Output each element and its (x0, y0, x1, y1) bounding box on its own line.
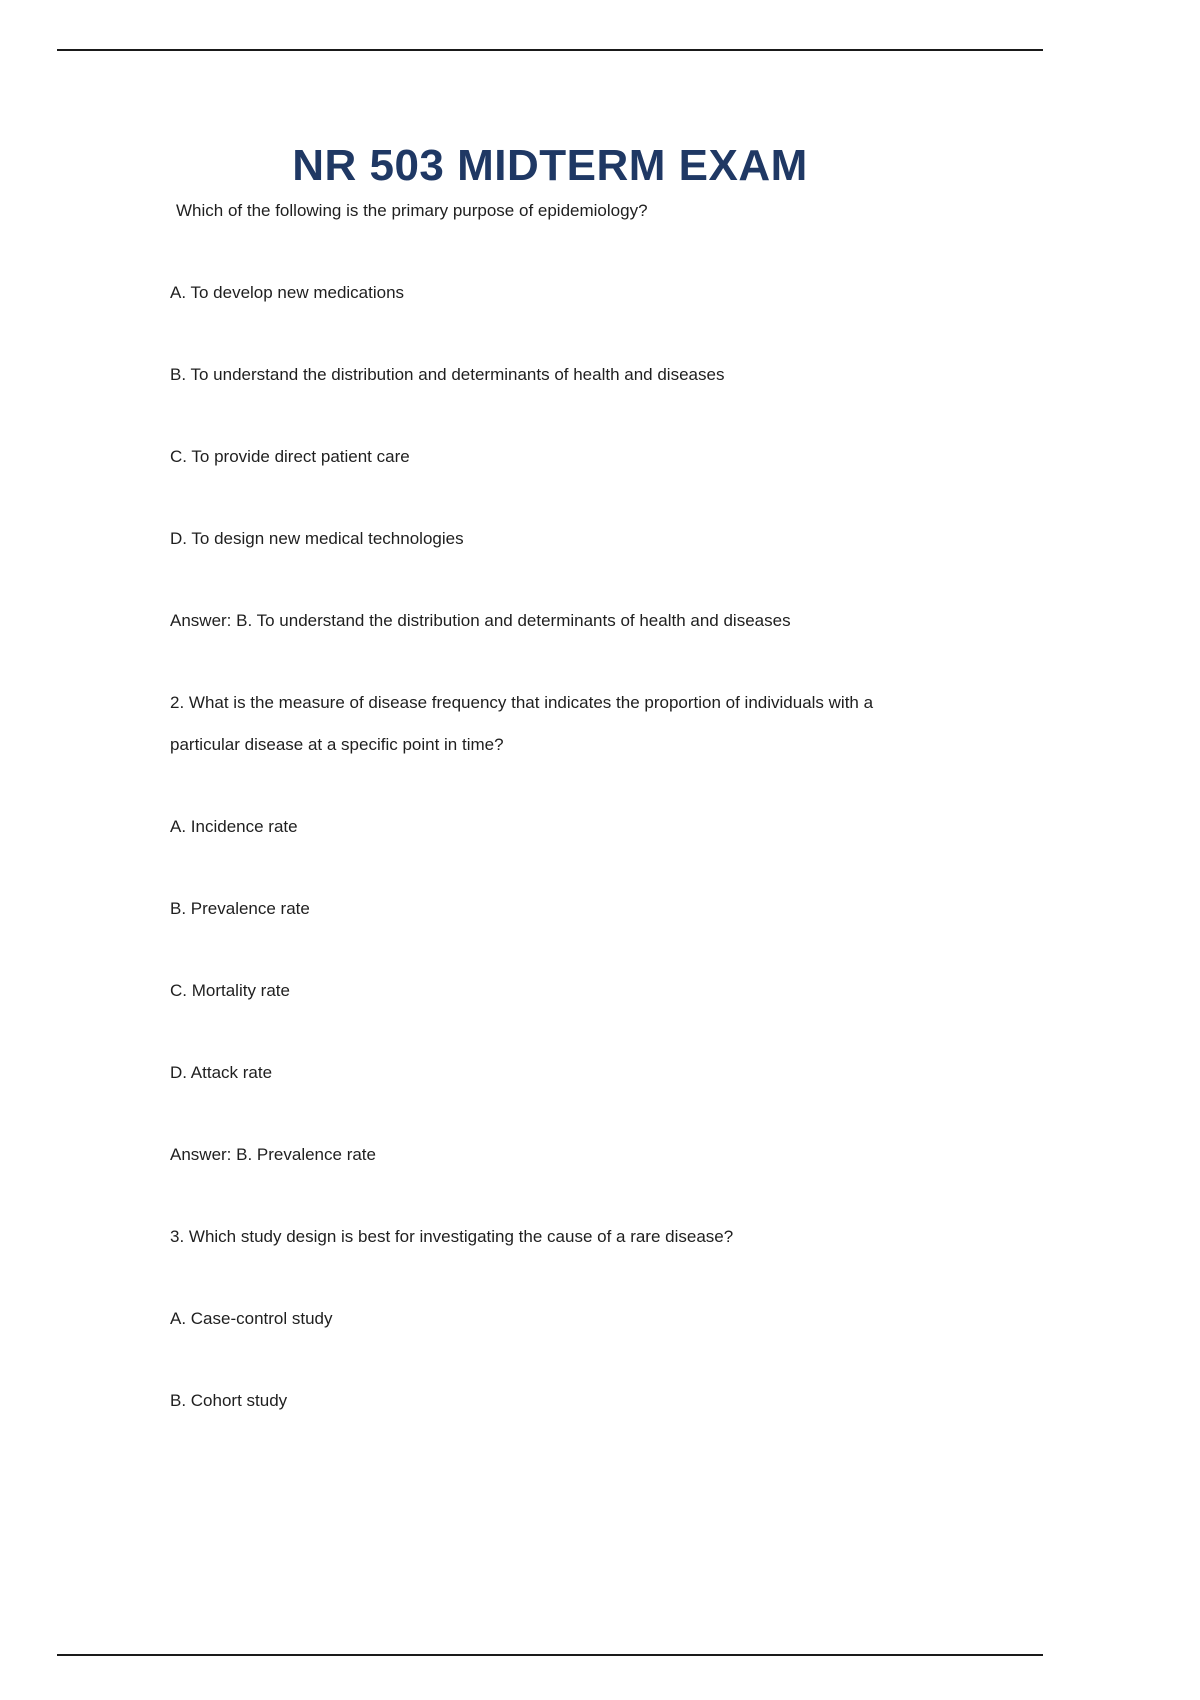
question-1-option-d: D. To design new medical technologies (170, 529, 464, 548)
top-horizontal-rule (57, 49, 1043, 51)
question-2-option-a: A. Incidence rate (170, 817, 298, 836)
question-3-text: 3. Which study design is best for investigating the cause of a rare disease? (170, 1227, 734, 1246)
question-3-option-b: B. Cohort study (170, 1391, 288, 1410)
question-2-option-d: D. Attack rate (170, 1063, 273, 1082)
exam-content (170, 190, 890, 1462)
question-1-answer: Answer: B. To understand the distribution and determinants of health and diseases (170, 611, 791, 630)
question-1-option-c: C. To provide direct patient care (170, 447, 410, 466)
question-2-option-b: B. Prevalence rate (170, 899, 310, 918)
question-1-option-a: A. To develop new medications (170, 283, 405, 302)
question-1-option-b: B. To understand the distribution and determinants of health and diseases (170, 365, 725, 384)
bottom-horizontal-rule (57, 1654, 1043, 1656)
question-2-text: 2. What is the measure of disease frequency that indicates the proportion of individuals with a particular disease at a specific point in time? (170, 693, 874, 754)
page-title: NR 503 MIDTERM EXAM (292, 141, 808, 190)
question-2-option-c: C. Mortality rate (170, 981, 290, 1000)
question-3-option-a: A. Case-control study (170, 1309, 333, 1328)
question-2-answer: Answer: B. Prevalence rate (170, 1145, 376, 1164)
question-1-text: Which of the following is the primary purpose of epidemiology? (176, 201, 648, 220)
